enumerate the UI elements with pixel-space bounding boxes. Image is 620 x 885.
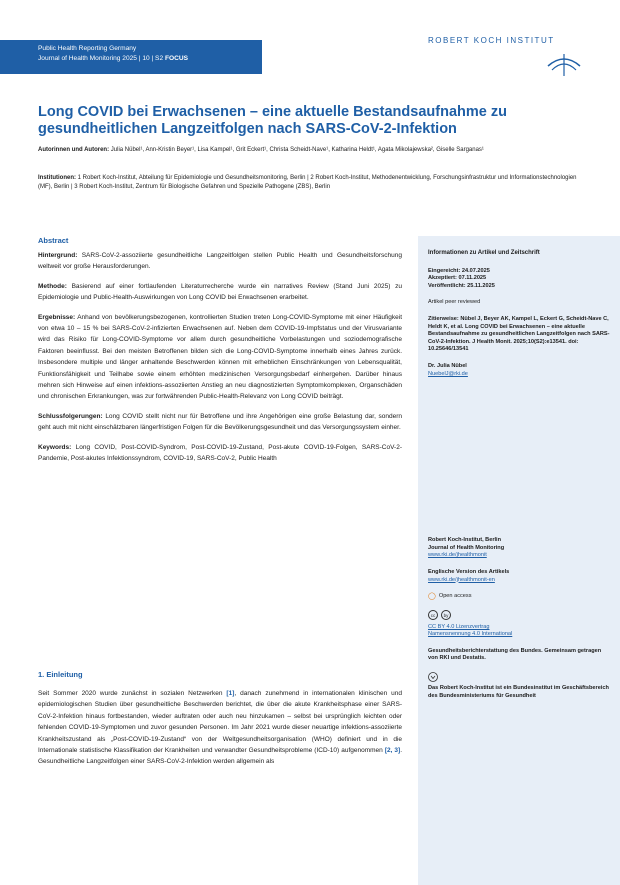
- disclosure-text: Gesundheitsberichterstattung des Bundes. Gemeinsam getragen von RKI und Destatis.: [428, 647, 602, 662]
- license-link[interactable]: CC BY 4.0 Lizenzvertrag: [428, 623, 490, 630]
- sidebar-heading: Informationen zu Artikel und Zeitschrift: [428, 250, 540, 256]
- open-access: ◯ Open access: [428, 593, 472, 601]
- journal-banner: [0, 40, 262, 74]
- section-heading: 1. Einleitung: [38, 670, 83, 679]
- english-version-link[interactable]: www.rki.de/jhealthmonit-en: [428, 576, 495, 583]
- abstract-conclusions: Schlussfolgerungen: Long COVID stellt nicht nur für Betroffene und ihre Angehörigen eine große Belastung dar, sondern geht auch mit nicht einschätzbaren längerfristigen Folgen für die Bevölkerungsgesundheit und das Versorgungssystem einher.: [38, 412, 403, 432]
- article-dates: Eingereicht: 24.07.2025 Akzeptiert: 07.11.2025 Veröffentlicht: 25.11.2025: [428, 267, 495, 289]
- sidebar-spacer: [428, 387, 610, 537]
- focus-label: FOCUS: [164, 55, 189, 62]
- abstract-background: Hintergrund: SARS-CoV-2-assoziierte gesundheitliche Langzeitfolgen stellen Public Health und Gesundheitsforschung weltweit vor große Herausforderungen.: [38, 252, 402, 271]
- journal-link[interactable]: www.rki.de/jhealthmonit: [428, 552, 487, 559]
- license-text: [428, 624, 610, 639]
- publisher-info: Robert Koch-Institut, Berlin Journal of Health Monitoring www.rki.de/jhealthmonit: [428, 537, 505, 559]
- english-version: Englische Version des Artikels www.rki.de/jhealthmonit-en: [428, 568, 510, 583]
- article-title: Long COVID bei Erwachsenen – eine aktuelle Bestandsaufnahme zu gesundheitlichen Langzeitfolgen nach SARS-CoV-2-Infektion: [38, 104, 507, 137]
- institutions-text: 1 Robert Koch-Institut, Abteilung für Epidemiologie und Gesundheitsmonitoring, Berlin | 2 Robert Koch-Institut, Methodenentwicklung, Forschungsinfrastruktur und Informationstechnologien (MF), Berlin | 3 Robert Koch-Institut, Zentrum für Biologische Gefahren und Spezielle Pathogene (ZBS), Berlin: [38, 175, 577, 190]
- citation: Zitierweise: Nübel J, Beyer AK, Kampel L, Eckert G, Scheidt-Nave C, Heldt K, et al. Long COVID bei Erwachsenen – eine aktuelle Bestandsaufnahme zu gesundheitlichen Langzeitfolgen nach SARS-CoV-2-Infektion. J Health Monit. 2025;10(S2):e13541. doi: 10.25646/13541: [428, 315, 610, 353]
- abstract-results: Ergebnisse: Anhand von bevölkerungsbezogenen, kontrollierten Studien treten Long-COVID-Symptome mit einer Häufigkeit von etwa 10 – 15 % bei SARS-CoV-2-infizierten Erwachsenen auf. Neben dem COVID-19-Impfstatus und der Virusvariante wird das Risiko für Long-COVID-Symptome vor allem durch gesundheitliche Vorbelastungen und soziodemografische Faktoren beeinflusst. Bei den meisten Betroffenen bilden sich die Long-COVID-Symptome innerhalb eines Jahres zurück. Insbesondere multiple und länger anhaltende Beschwerden können mit erheblichen Einschränkungen von Lebensqualität, Funktionsfähigkeit und Teilhabe sowie einem erhöhten medizinischen Versorgungsbedarf einhergehen. Darüber hinaus mehren sich Hinweise auf einen infektions-assoziierten Anstieg an neu diagnostizierten Symptomkomplexen, Organschäden und chronischen Erkrankungen, was zur fortwährenden Public-Health-Relevanz von Long COVID beiträgt.: [38, 313, 402, 401]
- author-list: [38, 146, 578, 155]
- authors-names: Julia Nübel¹, Ann-Kristin Beyer¹, Lisa Kampel¹, Grit Eckert¹, Christa Scheidt-Nave¹, Katharina Heldt¹, Agata Mikolajewska², Giselle Sarganas¹: [110, 147, 484, 153]
- journal-issue: Journal of Health Monitoring 2025 | 10 | S2 FOCUS: [38, 55, 189, 62]
- abstract-method: Methode: Basierend auf einer fortlaufenden Literaturrecherche wurde ein narratives Review (Stand Juni 2025) zu Epidemiologie und Public-Health-Auswirkungen von Long COVID bei Erwachsenen erarbeitet.: [38, 282, 402, 302]
- reference-link[interactable]: [2, 3]: [384, 747, 401, 755]
- contact-name: Dr. Julia Nübel: [428, 362, 467, 369]
- ministry-info: Das Robert Koch-Institut ist ein Bundesinstitut im Geschäftsbereich des Bundesministeriums für Gesundheit: [428, 672, 610, 700]
- institute-name: ROBERT KOCH INSTITUT: [428, 36, 555, 45]
- contact: [428, 363, 610, 378]
- abstract-body: [38, 250, 402, 473]
- peer-review-label: Artikel peer reviewed: [428, 299, 481, 306]
- contact-email-link[interactable]: NuebelJ@rki.de: [428, 370, 468, 377]
- federal-eagle-icon: [428, 672, 438, 682]
- open-access-icon: ◯: [428, 593, 436, 601]
- reference-link[interactable]: [1]: [226, 690, 235, 697]
- rki-logo-icon: [546, 48, 582, 78]
- abstract-keywords: Keywords: Long COVID, Post-COVID-Syndrom, Post-COVID-19-Zustand, Post-akute COVID-19-Folgen, SARS-CoV-2-Pandemie, Post-akutes Infektionssyndrom, COVID-19, SARS-CoV-2, Public Health: [38, 443, 402, 463]
- institution-list: [38, 174, 578, 192]
- license-link[interactable]: Namensnennung 4.0 International: [428, 631, 513, 638]
- cc-by-icon: by: [441, 610, 451, 620]
- abstract-heading: Abstract: [38, 236, 69, 245]
- institutions-label: Institutionen:: [38, 175, 76, 181]
- authors-label: Autorinnen und Autoren:: [38, 147, 110, 153]
- institute-logo: [428, 36, 588, 80]
- article-info-sidebar: [418, 236, 620, 885]
- introduction-text: Seit Sommer 2020 wurde zunächst in sozialen Netzwerken [1], danach zunehmend in internationalen klinischen und epidemiologischen Studien über gesundheitliche Beschwerden berichtet, die über die akute Krankheitsphase einer SARS-CoV-2-Infektion hinaus fortbestanden, wieder auftraten oder auch neu hinzukamen – selbst bei ursprünglich leichten oder fehlenden COVID-19-Symptomen und zuvor gesunden Personen. Im Jahr 2021 wurde dieser neuartige infektions-assoziierte Krankheitszustand als „Post-COVID-19-Zustand“ von der Weltgesundheitsorganisation (WHO) definiert und in die Internationale statistische Klassifikation der Krankheiten und verwandter Gesundheitsprobleme (ICD-10) aufgenommen [2, 3]. Gesundheitliche Langzeitfolgen einer SARS-CoV-2-Infektion werden allgemein als: [38, 690, 403, 766]
- license-icons: [428, 610, 610, 620]
- journal-name: Public Health Reporting Germany: [38, 45, 137, 52]
- cc-icon: cc: [428, 610, 438, 620]
